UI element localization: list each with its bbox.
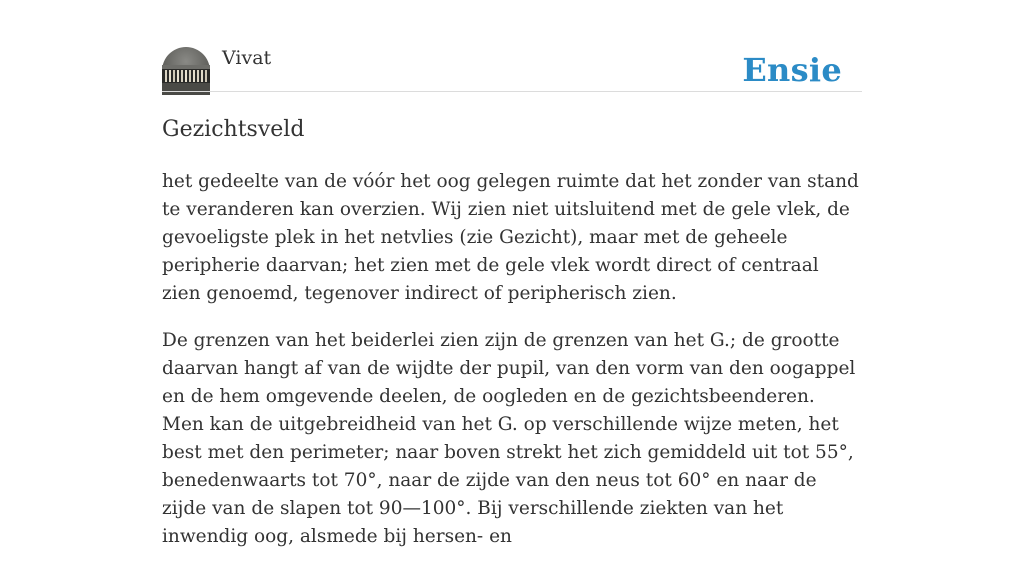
article-body bbox=[162, 168, 862, 570]
article-title: Gezichtsveld bbox=[162, 117, 305, 142]
article-paragraph: De grenzen van het beiderlei zien zijn de grenzen van het G.; de grootte daarvan hangt af van de wijdte der pupil, van den vorm van den oogappel en de hem omgevende deelen, de oogleden en de gezichtsbeenderen. Men kan de uitgebreidheid van het G. op verschillende wijze meten, het best met den perimeter; naar boven strekt het zich gemiddeld uit tot 55°, benedenwaarts tot 70°, naar de zijde van den neus tot 60° en naar de zijde van de slapen tot 90—100°. Bij verschillende ziekten van het inwendig oog, alsmede bij hersen- en bbox=[162, 330, 856, 547]
source-avatar[interactable] bbox=[162, 47, 210, 95]
brand-logo[interactable]: Ensie bbox=[742, 51, 842, 89]
source-name[interactable]: Vivat bbox=[222, 47, 272, 69]
header-divider bbox=[162, 91, 862, 92]
article-paragraph: het gedeelte van de vóór het oog gelegen ruimte dat het zonder van stand te veranderen kan overzien. Wij zien niet uitsluitend met de gele vlek, de gevoeligste plek in het netvlies (zie Gezicht), maar met de geheele peripherie daarvan; het zien met de gele vlek wordt direct of centraal zien genoemd, tegenover indirect of peripherisch zien. bbox=[162, 171, 859, 304]
book-spines-icon bbox=[162, 47, 210, 95]
